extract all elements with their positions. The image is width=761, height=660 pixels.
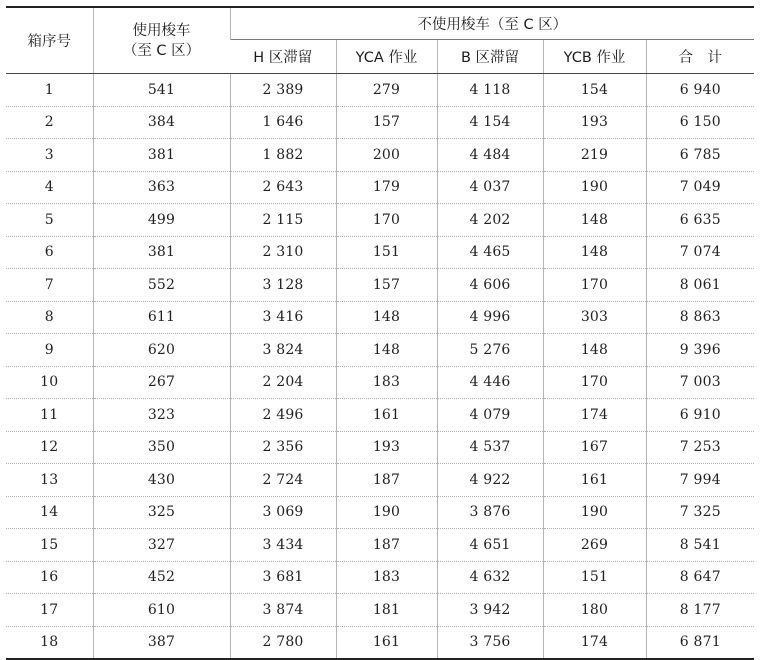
cell-box-index: 4 <box>6 171 93 204</box>
header-without-shuttle-group: 不使用梭车（至 C 区） <box>230 7 754 40</box>
cell-with-shuttle: 541 <box>93 74 230 107</box>
cell-yca-operation: 279 <box>336 74 437 107</box>
cell-ycb-operation: 269 <box>543 529 646 562</box>
cell-b-zone-dwell: 4 118 <box>437 74 543 107</box>
cell-h-zone-dwell: 2 115 <box>230 204 336 237</box>
cell-h-zone-dwell: 2 496 <box>230 399 336 432</box>
cell-box-index: 13 <box>6 464 93 497</box>
header-b-zone-dwell: B 区滞留 <box>437 40 543 74</box>
cell-with-shuttle: 363 <box>93 171 230 204</box>
cell-ycb-operation: 154 <box>543 74 646 107</box>
table-row <box>6 399 754 432</box>
cell-ycb-operation: 180 <box>543 594 646 627</box>
cell-box-index: 17 <box>6 594 93 627</box>
cell-h-zone-dwell: 1 646 <box>230 106 336 139</box>
cell-b-zone-dwell: 4 996 <box>437 301 543 334</box>
cell-yca-operation: 170 <box>336 204 437 237</box>
cell-box-index: 1 <box>44 81 54 98</box>
cell-yca-operation: 148 <box>336 301 437 334</box>
cell-ycb-operation: 148 <box>543 204 646 237</box>
header-h-zone-dwell: H 区滞留 <box>230 40 336 74</box>
cell-ycb-operation: 303 <box>543 301 646 334</box>
table-row <box>6 366 754 399</box>
cell-with-shuttle: 327 <box>93 529 230 562</box>
cell-h-zone-dwell: 2 356 <box>230 431 336 464</box>
cell-yca-operation: 157 <box>336 269 437 302</box>
cell-box-index: 15 <box>6 529 93 562</box>
cell-ycb-operation: 161 <box>543 464 646 497</box>
cell-h-zone-dwell: 3 128 <box>230 269 336 302</box>
header-yca-operation: YCA 作业 <box>336 40 437 74</box>
cell-b-zone-dwell: 4 537 <box>437 431 543 464</box>
cell-box-index: 8 <box>6 301 93 334</box>
cell-yca-operation: 179 <box>336 171 437 204</box>
cell-yca-operation: 183 <box>336 366 437 399</box>
cell-ycb-operation: 174 <box>543 399 646 432</box>
cell-b-zone-dwell: 3 942 <box>437 594 543 627</box>
cell-total: 7 074 <box>646 236 754 269</box>
cell-box-index: 16 <box>6 561 93 594</box>
cell-b-zone-dwell: 4 606 <box>437 269 543 302</box>
cell-h-zone-dwell: 2 724 <box>230 464 336 497</box>
header-ycb-operation: YCB 作业 <box>543 40 646 74</box>
cell-h-zone-dwell: 3 434 <box>230 529 336 562</box>
header-total: 合 计 <box>646 40 754 74</box>
cell-ycb-operation: 219 <box>543 139 646 172</box>
cell-h-zone-dwell: 2 389 <box>230 74 336 107</box>
cell-with-shuttle: 267 <box>93 366 230 399</box>
cell-box-index: 2 <box>6 106 93 139</box>
table-header <box>6 7 754 74</box>
cell-total: 7 994 <box>646 464 754 497</box>
cell-yca-operation: 187 <box>336 464 437 497</box>
cell-h-zone-dwell: 3 681 <box>230 561 336 594</box>
cell-total: 8 647 <box>646 561 754 594</box>
cell-b-zone-dwell: 4 484 <box>437 139 543 172</box>
cell-with-shuttle: 325 <box>93 496 230 529</box>
cell-total: 7 325 <box>646 496 754 529</box>
table-row <box>6 431 754 464</box>
cell-total: 8 541 <box>646 529 754 562</box>
cell-ycb-operation: 170 <box>543 366 646 399</box>
cell-with-shuttle: 611 <box>93 301 230 334</box>
table-row <box>6 204 754 237</box>
cell-with-shuttle: 384 <box>93 106 230 139</box>
cell-b-zone-dwell: 4 632 <box>437 561 543 594</box>
cell-with-shuttle: 387 <box>93 626 230 659</box>
cell-yca-operation: 200 <box>336 139 437 172</box>
cell-total: 6 871 <box>646 626 754 659</box>
cell-b-zone-dwell: 3 756 <box>437 626 543 659</box>
cell-b-zone-dwell: 4 922 <box>437 464 543 497</box>
table-row <box>6 464 754 497</box>
cell-box-index: 10 <box>6 366 93 399</box>
cell-b-zone-dwell: 4 079 <box>437 399 543 432</box>
cell-box-index: 14 <box>6 496 93 529</box>
cell-h-zone-dwell: 2 204 <box>230 366 336 399</box>
cell-ycb-operation: 151 <box>543 561 646 594</box>
cell-with-shuttle: 552 <box>93 269 230 302</box>
cell-with-shuttle: 499 <box>93 204 230 237</box>
cell-total: 6 940 <box>646 74 754 107</box>
header-with-shuttle <box>93 7 230 74</box>
cell-with-shuttle: 430 <box>93 464 230 497</box>
cell-ycb-operation: 193 <box>543 106 646 139</box>
cell-total: 7 049 <box>646 171 754 204</box>
cell-h-zone-dwell: 2 643 <box>230 171 336 204</box>
cell-with-shuttle: 381 <box>93 236 230 269</box>
cell-box-index: 5 <box>6 204 93 237</box>
cell-h-zone-dwell: 3 824 <box>230 334 336 367</box>
cell-b-zone-dwell: 4 465 <box>437 236 543 269</box>
cell-h-zone-dwell: 2 780 <box>230 626 336 659</box>
cell-yca-operation: 161 <box>336 626 437 659</box>
table-row <box>6 626 754 659</box>
cell-with-shuttle: 620 <box>93 334 230 367</box>
cell-b-zone-dwell: 4 154 <box>437 106 543 139</box>
cell-h-zone-dwell: 3 416 <box>230 301 336 334</box>
table-row <box>6 529 754 562</box>
cell-box-index: 3 <box>6 139 93 172</box>
table-row <box>6 594 754 627</box>
table-row <box>6 74 754 107</box>
cell-yca-operation: 183 <box>336 561 437 594</box>
cell-with-shuttle: 610 <box>93 594 230 627</box>
cell-total: 8 177 <box>646 594 754 627</box>
table-row <box>6 334 754 367</box>
cell-yca-operation: 181 <box>336 594 437 627</box>
cell-total: 6 910 <box>646 399 754 432</box>
table-row <box>6 496 754 529</box>
cell-h-zone-dwell: 3 069 <box>230 496 336 529</box>
cell-h-zone-dwell: 2 310 <box>230 236 336 269</box>
table-row <box>6 301 754 334</box>
table-row <box>6 269 754 302</box>
table-row <box>6 139 754 172</box>
cell-yca-operation: 193 <box>336 431 437 464</box>
cell-total: 9 396 <box>646 334 754 367</box>
cell-total: 7 003 <box>646 366 754 399</box>
cell-b-zone-dwell: 3 876 <box>437 496 543 529</box>
cell-ycb-operation: 148 <box>543 236 646 269</box>
header-box-index: 箱序号 <box>6 7 93 74</box>
cell-box-index: 9 <box>6 334 93 367</box>
cell-b-zone-dwell: 4 446 <box>437 366 543 399</box>
cell-yca-operation: 161 <box>336 399 437 432</box>
cell-ycb-operation: 167 <box>543 431 646 464</box>
data-table <box>6 6 754 660</box>
cell-b-zone-dwell: 4 651 <box>437 529 543 562</box>
cell-total: 6 635 <box>646 204 754 237</box>
cell-total: 6 150 <box>646 106 754 139</box>
cell-ycb-operation: 148 <box>543 334 646 367</box>
cell-total: 6 785 <box>646 139 754 172</box>
cell-yca-operation: 151 <box>336 236 437 269</box>
cell-total: 8 061 <box>646 269 754 302</box>
cell-with-shuttle: 350 <box>93 431 230 464</box>
cell-yca-operation: 148 <box>336 334 437 367</box>
cell-box-index: 12 <box>6 431 93 464</box>
cell-h-zone-dwell: 3 874 <box>230 594 336 627</box>
cell-box-index: 6 <box>6 236 93 269</box>
cell-yca-operation: 157 <box>336 106 437 139</box>
table-row <box>6 561 754 594</box>
cell-b-zone-dwell: 5 276 <box>437 334 543 367</box>
cell-yca-operation: 187 <box>336 529 437 562</box>
cell-ycb-operation: 170 <box>543 269 646 302</box>
header-with-shuttle-line2: （至 C 区） <box>122 42 201 59</box>
cell-ycb-operation: 190 <box>543 171 646 204</box>
cell-with-shuttle: 381 <box>93 139 230 172</box>
cell-total: 8 863 <box>646 301 754 334</box>
cell-ycb-operation: 190 <box>543 496 646 529</box>
table-row <box>6 106 754 139</box>
table-row <box>6 236 754 269</box>
cell-with-shuttle: 323 <box>93 399 230 432</box>
table-body <box>6 74 754 660</box>
cell-b-zone-dwell: 4 202 <box>437 204 543 237</box>
cell-b-zone-dwell: 4 037 <box>437 171 543 204</box>
cell-h-zone-dwell: 1 882 <box>230 139 336 172</box>
header-with-shuttle-line1: 使用梭车 <box>132 22 191 39</box>
cell-total: 7 253 <box>646 431 754 464</box>
cell-ycb-operation: 174 <box>543 626 646 659</box>
cell-box-index: 18 <box>6 626 93 659</box>
cell-with-shuttle: 452 <box>93 561 230 594</box>
table-row <box>6 171 754 204</box>
cell-box-index: 11 <box>6 399 93 432</box>
cell-box-index: 7 <box>6 269 93 302</box>
cell-yca-operation: 190 <box>336 496 437 529</box>
